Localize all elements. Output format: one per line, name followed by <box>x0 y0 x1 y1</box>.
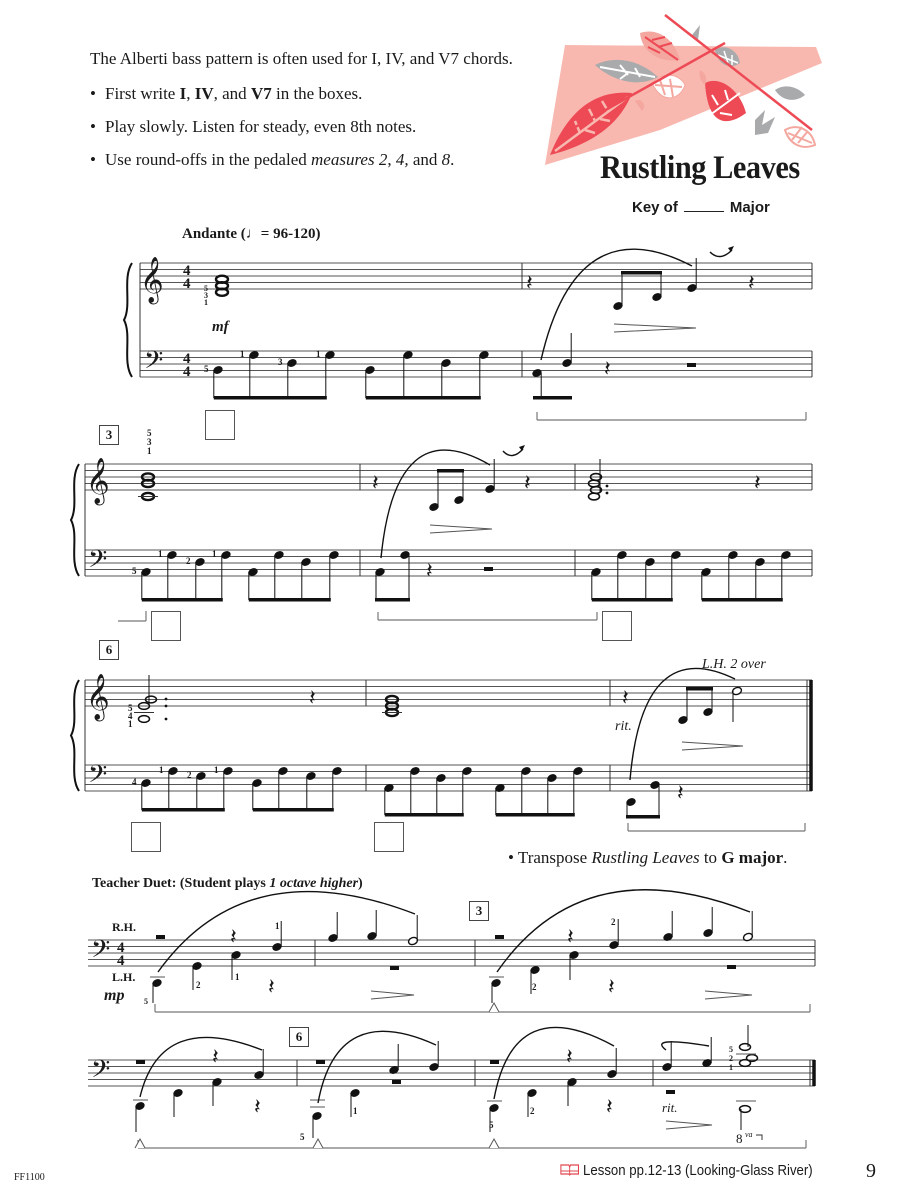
quarter-note-icon: ♩ <box>245 226 261 242</box>
svg-text:5: 5 <box>204 364 209 374</box>
svg-text:1: 1 <box>729 1063 733 1072</box>
open-book-icon <box>560 1163 579 1176</box>
svg-text:3: 3 <box>278 357 283 367</box>
svg-text:4: 4 <box>128 711 133 721</box>
svg-text:1: 1 <box>147 446 152 456</box>
svg-text:5: 5 <box>128 703 133 713</box>
duet-measure-number-3: 3 <box>469 901 489 921</box>
svg-text:5: 5 <box>204 284 208 293</box>
svg-text:𝄽: 𝄽 <box>604 357 611 382</box>
svg-text:𝄽: 𝄽 <box>606 1095 613 1120</box>
svg-text:3: 3 <box>204 291 208 300</box>
svg-text:𝄽: 𝄽 <box>426 559 433 584</box>
svg-text:1: 1 <box>212 549 217 559</box>
svg-text:4: 4 <box>132 777 137 787</box>
svg-text:4: 4 <box>117 940 125 956</box>
chord-box-m1[interactable] <box>205 410 235 440</box>
svg-text:4: 4 <box>183 364 191 380</box>
svg-text:2: 2 <box>611 917 616 927</box>
instruction-item: • Use round-offs in the pedaled measures 2, 4, and 8. <box>90 149 560 171</box>
svg-text:rit.: rit. <box>662 1100 678 1115</box>
instruction-item: • First write I, IV, and V7 in the boxes. <box>90 83 560 105</box>
svg-text:𝄽: 𝄽 <box>526 271 533 296</box>
svg-text:2: 2 <box>530 1106 535 1116</box>
svg-text:1: 1 <box>316 349 321 359</box>
svg-text:8: 8 <box>736 1131 743 1146</box>
duet-measure-number-6: 6 <box>289 1027 309 1047</box>
svg-text:𝄞: 𝄞 <box>140 257 164 303</box>
svg-text:𝄽: 𝄽 <box>567 925 574 950</box>
svg-text:𝄽: 𝄽 <box>566 1045 573 1070</box>
measure-number-3: 3 <box>99 425 119 445</box>
svg-text:1: 1 <box>214 765 219 775</box>
svg-text:4: 4 <box>183 276 191 292</box>
svg-text:5: 5 <box>300 1132 305 1142</box>
svg-text:𝄽: 𝄽 <box>268 975 275 1000</box>
page-number: 9 <box>866 1160 876 1182</box>
svg-text:2: 2 <box>729 1054 733 1063</box>
svg-text:1: 1 <box>159 765 164 775</box>
svg-text:2: 2 <box>196 980 201 990</box>
svg-text:1: 1 <box>275 921 280 931</box>
svg-text:𝄽: 𝄽 <box>230 925 237 950</box>
svg-text:5: 5 <box>144 997 148 1006</box>
svg-text:5: 5 <box>132 566 137 576</box>
tempo-marking: Andante (♩= 96-120) <box>182 226 321 242</box>
transpose-instruction: • Transpose Rustling Leaves to G major. <box>508 848 788 867</box>
measure-number-6: 6 <box>99 640 119 660</box>
svg-text:rit.: rit. <box>615 719 632 734</box>
svg-text:5: 5 <box>729 1045 733 1054</box>
svg-text:3: 3 <box>147 437 152 447</box>
svg-text:1: 1 <box>235 972 240 982</box>
svg-text:mf: mf <box>212 319 229 335</box>
svg-text:4: 4 <box>183 351 191 367</box>
svg-text:4: 4 <box>183 263 191 279</box>
svg-text:𝄢: 𝄢 <box>91 1055 111 1090</box>
key-suffix: Major <box>729 199 770 216</box>
teacher-duet-heading: Teacher Duet: (Student plays 1 octave higher) <box>92 876 363 891</box>
key-prefix: Key of <box>632 199 678 216</box>
svg-text:𝄽: 𝄽 <box>212 1045 219 1070</box>
catalog-code: FF1100 <box>14 1172 45 1183</box>
piece-title: Rustling Leaves <box>600 150 800 186</box>
chord-box-m5[interactable] <box>602 611 632 641</box>
svg-text:𝄽: 𝄽 <box>754 471 761 496</box>
svg-text:R.H.: R.H. <box>112 920 136 934</box>
svg-text:mp: mp <box>104 987 125 1004</box>
chord-box-m3[interactable] <box>151 611 181 641</box>
svg-text:𝄽: 𝄽 <box>254 1095 261 1120</box>
svg-text:1: 1 <box>353 1106 358 1116</box>
svg-text:2: 2 <box>187 770 192 780</box>
svg-text:𝄽: 𝄽 <box>748 271 755 296</box>
svg-text:1: 1 <box>204 298 208 307</box>
svg-text:L.H. 2 over: L.H. 2 over <box>702 657 766 672</box>
svg-text:1: 1 <box>128 719 133 729</box>
svg-text:𝄽: 𝄽 <box>677 781 684 806</box>
svg-text:2: 2 <box>186 556 191 566</box>
svg-text:1: 1 <box>240 349 245 359</box>
chord-box-m7[interactable] <box>374 822 404 852</box>
svg-text:𝄽: 𝄽 <box>524 471 531 496</box>
svg-text:𝄢: 𝄢 <box>88 760 108 795</box>
svg-text:5: 5 <box>147 428 152 438</box>
svg-text:4: 4 <box>117 953 125 969</box>
chord-box-m6[interactable] <box>131 822 161 852</box>
svg-text:𝄽: 𝄽 <box>372 471 379 496</box>
svg-text:𝄞: 𝄞 <box>86 674 110 720</box>
svg-text:5: 5 <box>489 1120 494 1130</box>
svg-text:𝄞: 𝄞 <box>86 458 110 504</box>
svg-text:𝄢: 𝄢 <box>91 935 111 970</box>
svg-text:va: va <box>745 1130 753 1139</box>
svg-text:𝄢: 𝄢 <box>144 346 164 381</box>
svg-text:𝄢: 𝄢 <box>88 545 108 580</box>
lesson-reference: Lesson pp.12-13 (Looking-Glass River) <box>560 1162 813 1179</box>
intro-lead: The Alberti bass pattern is often used for I, IV, and V7 chords. <box>90 49 513 68</box>
svg-text:1: 1 <box>158 549 163 559</box>
svg-text:𝄽: 𝄽 <box>622 686 629 711</box>
svg-text:𝄽: 𝄽 <box>309 686 316 711</box>
svg-text:2: 2 <box>532 982 537 992</box>
instruction-item: • Play slowly. Listen for steady, even 8th notes. <box>90 116 560 138</box>
svg-text:𝄽: 𝄽 <box>608 975 615 1000</box>
svg-text:L.H.: L.H. <box>112 970 136 984</box>
